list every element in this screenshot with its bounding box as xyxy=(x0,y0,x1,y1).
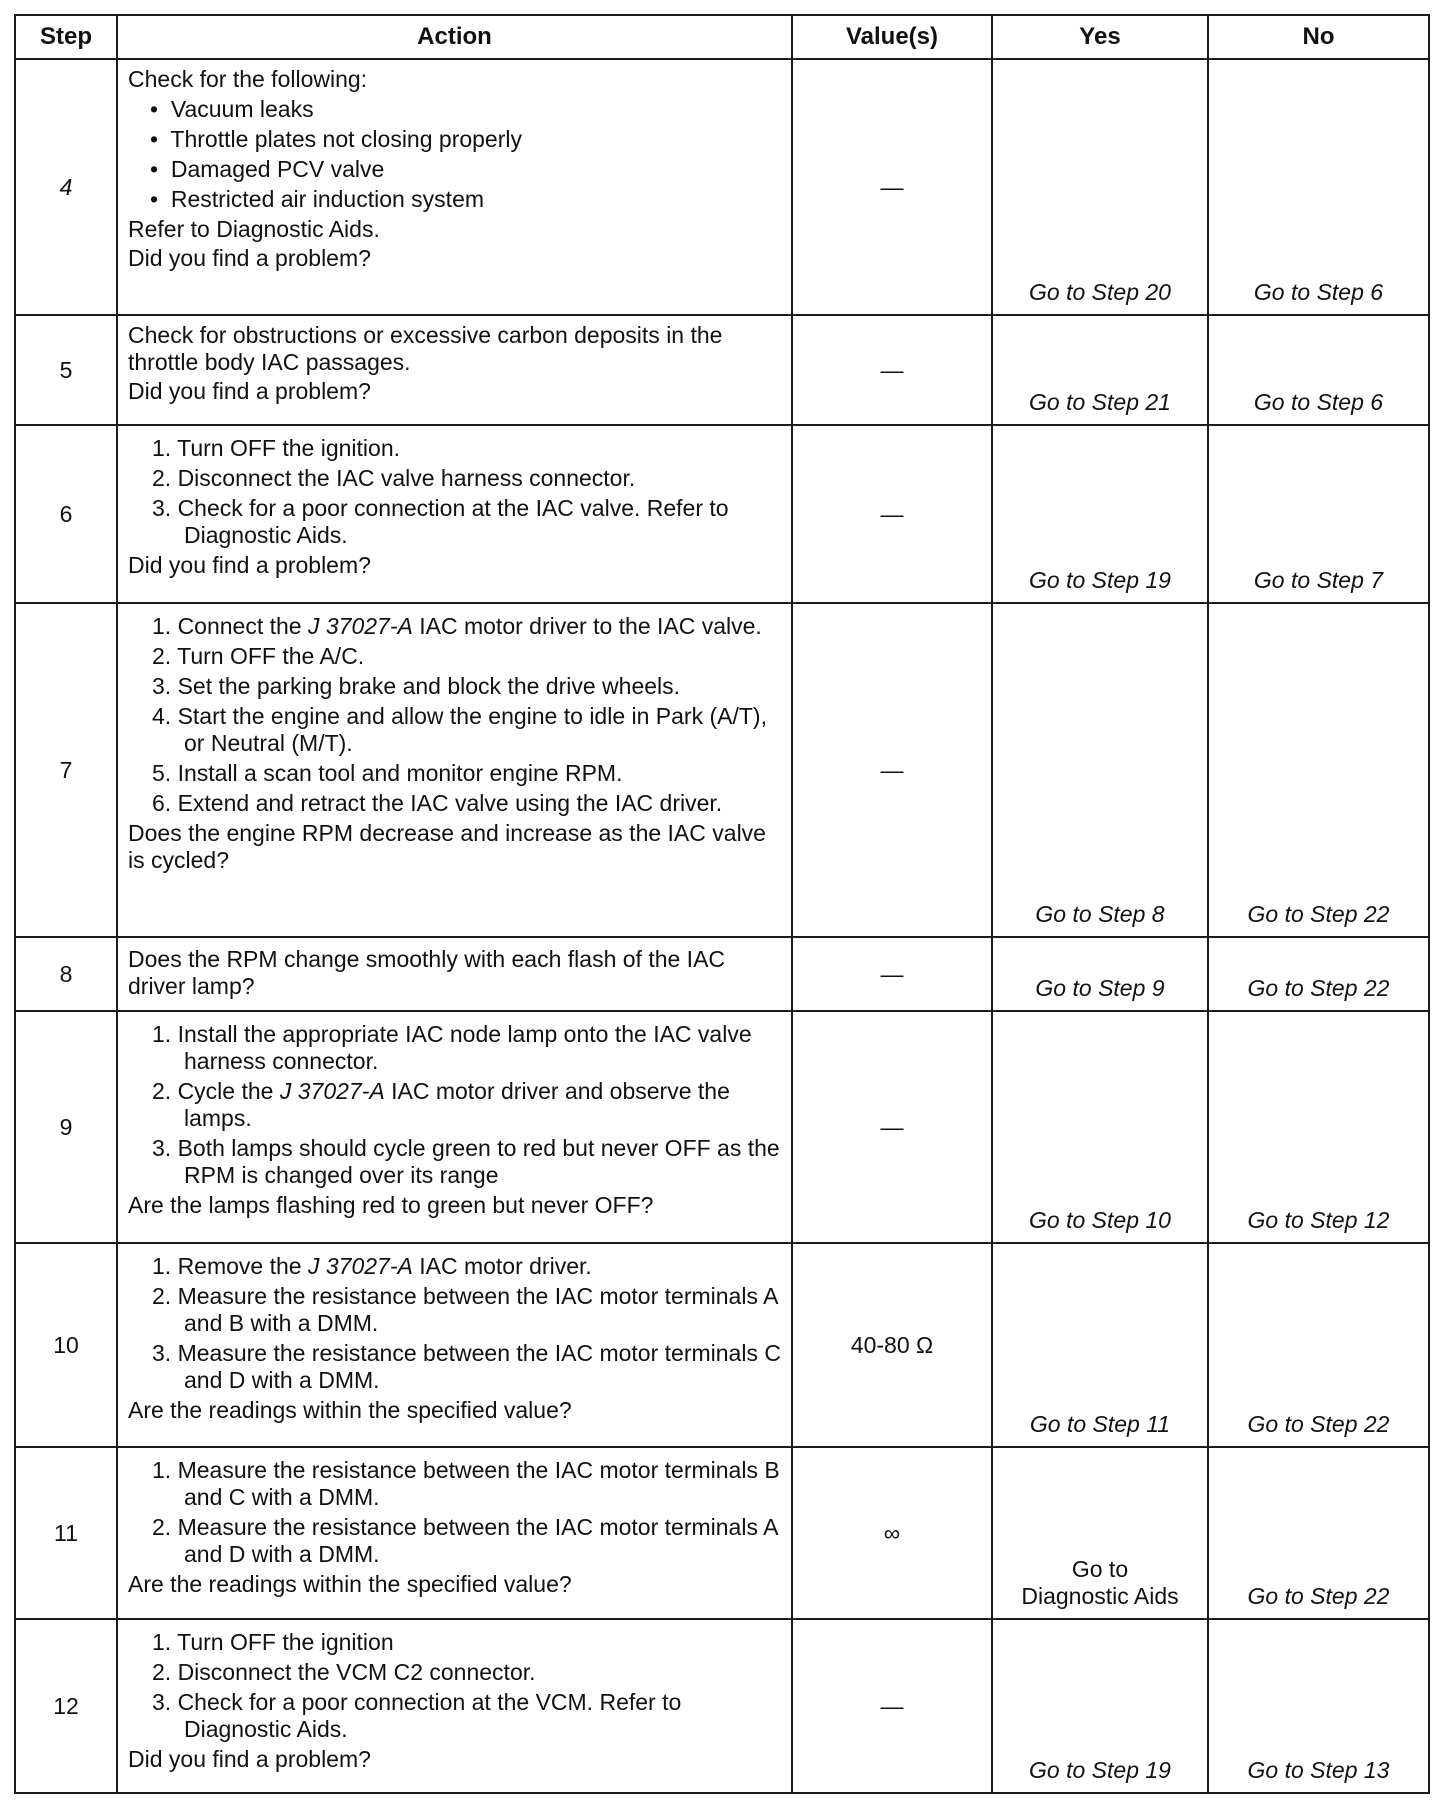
numbered-item: 1. Connect the J 37027-A IAC motor driver to the IAC valve. xyxy=(152,613,762,639)
numbered-item: 5. Install a scan tool and monitor engine RPM. xyxy=(152,760,623,786)
yes-cell: Go to Step 11 xyxy=(992,1243,1208,1447)
header-action: Action xyxy=(117,15,792,59)
step-number: 5 xyxy=(15,315,117,425)
action-intro: Check for the following: xyxy=(128,66,368,92)
no-cell: Go to Step 6 xyxy=(1208,315,1429,425)
numbered-item: 2. Measure the resistance between the IAC motor terminals A and B with a DMM. xyxy=(152,1283,778,1336)
value-cell: — xyxy=(792,937,992,1011)
diagnostic-table xyxy=(14,14,1430,1794)
yes-cell: Go to Step 19 xyxy=(992,425,1208,603)
step-number: 9 xyxy=(15,1011,117,1243)
bullet-item: • Damaged PCV valve xyxy=(150,156,385,182)
bullet-item: • Restricted air induction system xyxy=(150,186,485,212)
value-cell: — xyxy=(792,1619,992,1793)
value-cell: — xyxy=(792,315,992,425)
yes-cell: Go to Step 8 xyxy=(992,603,1208,937)
yes-cell: Go to Diagnostic Aids xyxy=(992,1447,1208,1619)
numbered-item: 3. Both lamps should cycle green to red but never OFF as the RPM is changed over its range xyxy=(152,1135,780,1188)
bullet-item: • Throttle plates not closing properly xyxy=(150,126,522,152)
table-row xyxy=(15,1011,1429,1243)
numbered-item: 3. Set the parking brake and block the drive wheels. xyxy=(152,673,681,699)
numbered-item: 1. Turn OFF the ignition xyxy=(152,1629,394,1655)
table-row xyxy=(15,1447,1429,1619)
numbered-item: 1. Measure the resistance between the IAC motor terminals B and C with a DMM. xyxy=(152,1457,780,1510)
action-intro: Check for obstructions or excessive carbon deposits in the throttle body IAC passages. xyxy=(128,322,723,375)
yes-cell: Go to Step 20 xyxy=(992,59,1208,315)
action-cell xyxy=(117,1243,792,1447)
table-row xyxy=(15,1619,1429,1793)
numbered-item: 1. Turn OFF the ignition. xyxy=(152,435,401,461)
header-yes: Yes xyxy=(992,15,1208,59)
action-question: Did you find a problem? xyxy=(128,1746,371,1772)
table-row xyxy=(15,1243,1429,1447)
value-cell: ∞ xyxy=(792,1447,992,1619)
step-number: 12 xyxy=(15,1619,117,1793)
numbered-item: 4. Start the engine and allow the engine to idle in Park (A/T), or Neutral (M/T). xyxy=(152,703,767,756)
header-values: Value(s) xyxy=(792,15,992,59)
header-no: No xyxy=(1208,15,1429,59)
action-question: Are the readings within the specified value? xyxy=(128,1571,572,1597)
yes-cell: Go to Step 9 xyxy=(992,937,1208,1011)
step-number: 4 xyxy=(15,59,117,315)
no-cell: Go to Step 22 xyxy=(1208,937,1429,1011)
action-note: Refer to Diagnostic Aids. xyxy=(128,216,380,242)
header-step: Step xyxy=(15,15,117,59)
action-cell xyxy=(117,1011,792,1243)
action-question: Does the engine RPM decrease and increase as the IAC valve is cycled? xyxy=(128,820,766,873)
action-cell xyxy=(117,1447,792,1619)
value-cell: — xyxy=(792,1011,992,1243)
action-question: Are the readings within the specified value? xyxy=(128,1397,572,1423)
action-cell xyxy=(117,603,792,937)
table-row xyxy=(15,315,1429,425)
numbered-item: 2. Measure the resistance between the IAC motor terminals A and D with a DMM. xyxy=(152,1514,778,1567)
step-number: 6 xyxy=(15,425,117,603)
step-number: 7 xyxy=(15,603,117,937)
yes-cell: Go to Step 19 xyxy=(992,1619,1208,1793)
action-question: Does the RPM change smoothly with each flash of the IAC driver lamp? xyxy=(128,946,726,999)
action-cell xyxy=(117,315,792,425)
no-cell: Go to Step 12 xyxy=(1208,1011,1429,1243)
numbered-item: 2. Turn OFF the A/C. xyxy=(152,643,365,669)
action-cell xyxy=(117,937,792,1011)
numbered-item: 2. Disconnect the IAC valve harness connector. xyxy=(152,465,636,491)
bullet-item: • Vacuum leaks xyxy=(150,96,314,122)
action-cell xyxy=(117,1619,792,1793)
header-row xyxy=(15,15,1429,59)
no-cell: Go to Step 22 xyxy=(1208,1243,1429,1447)
no-cell: Go to Step 13 xyxy=(1208,1619,1429,1793)
no-cell: Go to Step 7 xyxy=(1208,425,1429,603)
table-row xyxy=(15,425,1429,603)
numbered-item: 2. Cycle the J 37027-A IAC motor driver and observe the lamps. xyxy=(152,1078,730,1131)
numbered-item: 3. Check for a poor connection at the VCM. Refer to Diagnostic Aids. xyxy=(152,1689,682,1742)
step-number: 11 xyxy=(15,1447,117,1619)
yes-cell: Go to Step 21 xyxy=(992,315,1208,425)
numbered-item: 2. Disconnect the VCM C2 connector. xyxy=(152,1659,536,1685)
yes-cell: Go to Step 10 xyxy=(992,1011,1208,1243)
no-cell: Go to Step 6 xyxy=(1208,59,1429,315)
value-cell: — xyxy=(792,59,992,315)
value-cell: 40-80 Ω xyxy=(792,1243,992,1447)
table-row xyxy=(15,937,1429,1011)
value-cell: — xyxy=(792,603,992,937)
numbered-item: 1. Install the appropriate IAC node lamp onto the IAC valve harness connector. xyxy=(152,1021,752,1074)
numbered-item: 1. Remove the J 37027-A IAC motor driver. xyxy=(152,1253,592,1279)
table-row xyxy=(15,59,1429,315)
numbered-item: 3. Measure the resistance between the IAC motor terminals C and D with a DMM. xyxy=(152,1340,781,1393)
action-question: Did you find a problem? xyxy=(128,552,371,578)
step-number: 10 xyxy=(15,1243,117,1447)
value-cell: — xyxy=(792,425,992,603)
step-number: 8 xyxy=(15,937,117,1011)
numbered-item: 3. Check for a poor connection at the IAC valve. Refer to Diagnostic Aids. xyxy=(152,495,729,548)
action-question: Are the lamps flashing red to green but never OFF? xyxy=(128,1192,654,1218)
action-question: Did you find a problem? xyxy=(128,378,371,404)
table-row xyxy=(15,603,1429,937)
no-cell: Go to Step 22 xyxy=(1208,1447,1429,1619)
action-question: Did you find a problem? xyxy=(128,245,371,271)
numbered-item: 6. Extend and retract the IAC valve using the IAC driver. xyxy=(152,790,723,816)
action-cell xyxy=(117,59,792,315)
action-cell xyxy=(117,425,792,603)
no-cell: Go to Step 22 xyxy=(1208,603,1429,937)
